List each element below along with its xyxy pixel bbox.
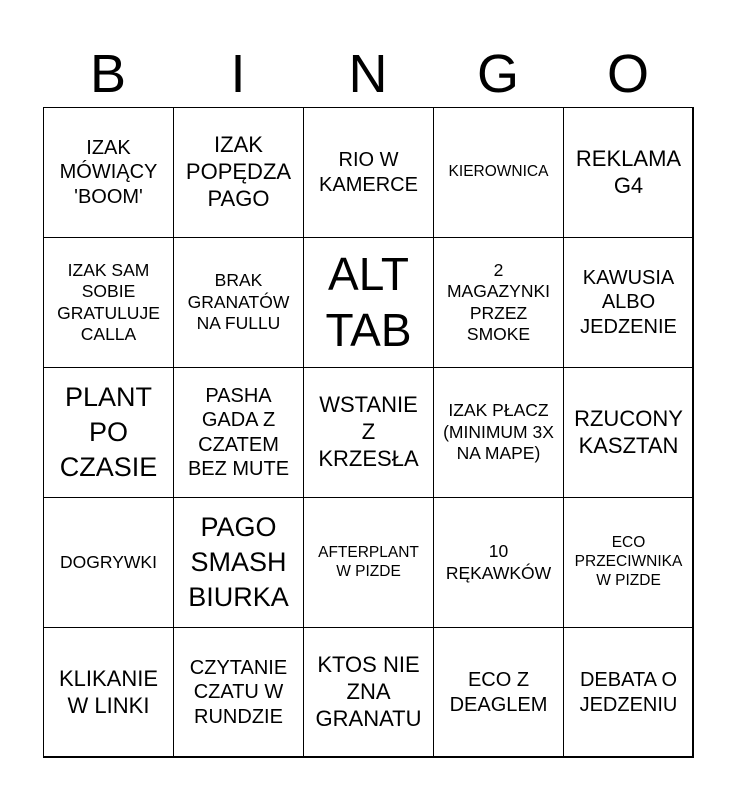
bingo-cell-r5c3[interactable]: KTOS NIE ZNA GRANATU [303,627,434,758]
header-letter-b: B [89,44,127,104]
bingo-header [43,40,693,108]
bingo-cell-r4c1[interactable]: DOGRYWKI [43,497,174,628]
bingo-board [43,107,693,757]
bingo-cell-r5c5[interactable]: DEBATA O JEDZENIU [563,627,694,758]
bingo-cell-r1c3[interactable]: RIO W KAMERCE [303,107,434,238]
bingo-cell-r2c3[interactable]: ALT TAB [303,237,434,368]
bingo-cell-r5c1[interactable]: KLIKANIE W LINKI [43,627,174,758]
bingo-cell-r2c1[interactable]: IZAK SAM SOBIE GRATULUJE CALLA [43,237,174,368]
header-letter-o: O [606,44,649,104]
bingo-cell-r2c4[interactable]: 2 MAGAZYNKI PRZEZ SMOKE [433,237,564,368]
bingo-cell-r2c2[interactable]: BRAK GRANATÓW NA FULLU [173,237,304,368]
bingo-cell-r3c5[interactable]: RZUCONY KASZTAN [563,367,694,498]
header-letter-g: G [476,44,519,104]
bingo-cell-r3c2[interactable]: PASHA GADA Z CZATEM BEZ MUTE [173,367,304,498]
bingo-cell-r3c3[interactable]: WSTANIE Z KRZESŁA [303,367,434,498]
bingo-cell-r1c5[interactable]: REKLAMA G4 [563,107,694,238]
bingo-cell-r5c4[interactable]: ECO Z DEAGLEM [433,627,564,758]
bingo-cell-r1c2[interactable]: IZAK POPĘDZA PAGO [173,107,304,238]
bingo-cell-r3c1[interactable]: PLANT PO CZASIE [43,367,174,498]
bingo-cell-r4c4[interactable]: 10 RĘKAWKÓW [433,497,564,628]
bingo-cell-r4c2[interactable]: PAGO SMASH BIURKA [173,497,304,628]
bingo-cell-r4c5[interactable]: ECO PRZECIWNIKA W PIZDE [563,497,694,628]
bingo-cell-r5c2[interactable]: CZYTANIE CZATU W RUNDZIE [173,627,304,758]
header-letter-n: N [348,44,388,104]
header-letter-i: I [230,44,246,104]
bingo-cell-r1c1[interactable]: IZAK MÓWIĄCY 'BOOM' [43,107,174,238]
bingo-cell-r2c5[interactable]: KAWUSIA ALBO JEDZENIE [563,237,694,368]
bingo-cell-r1c4[interactable]: KIEROWNICA [433,107,564,238]
bingo-cell-r4c3[interactable]: AFTERPLANT W PIZDE [303,497,434,628]
bingo-cell-r3c4[interactable]: IZAK PŁACZ (MINIMUM 3X NA MAPE) [433,367,564,498]
